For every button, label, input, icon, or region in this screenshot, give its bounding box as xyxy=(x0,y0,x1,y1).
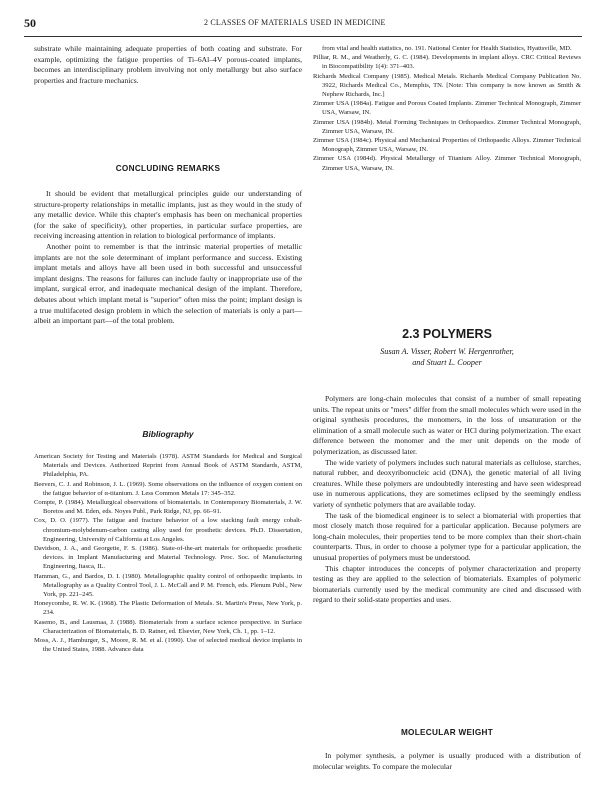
bibliography-heading: Bibliography xyxy=(142,429,194,439)
bibliography-entry: Cox, D. O. (1977). The fatigue and fracture behavior of a low stacking fault energy cobalt-chromium-molybdenum-carbon casting alloy used for prosthetic devices. Ph.D. Dissertation, Engineering, University of California at Los Angeles. xyxy=(34,517,302,543)
bibliography-entry: Zimmer USA (1984d). Physical Metallurgy of Titanium Alloy. Zimmer Technical Monograph, Zimmer USA, Warsaw, IN. xyxy=(313,155,581,172)
polymers-paragraph-1: Polymers are long-chain molecules that consist of a number of small repeating units. The repeat units or "mers" differ from the small molecules which were used in the original synthesis procedures, the monomers, in the loss of unsaturation or the elimination of a small molecule such as water or HCl during polymerization. The exact difference between the monomer and the mer unit depends on the mode of polymerization, as discussed later. xyxy=(313,394,581,456)
bibliography-entry: Kasemo, B., and Lausmaa, J. (1988). Biomaterials from a surface science perspective. in Surface Characterization of Biomaterials, B. D. Ratner, ed. Elsevier, New York, Ch. 1, pp. 1–12. xyxy=(34,618,302,635)
bibliography-entry: Hamman, G., and Bardos, D. I. (1980). Metallographic quality control of orthopaedic implants. in Metallography as a Quality Control Tool, J. L. McCall and P. M. French, eds. Plenum Publ., New York, pp. 221–245. xyxy=(34,572,302,599)
molecular-weight-body xyxy=(313,751,581,772)
bibliography-entry: Zimmer USA (1984a). Fatigue and Porous Coated Implants. Zimmer Technical Monograph, Zimmer USA, Warsaw, IN. xyxy=(313,100,581,117)
authors-line-2: and Stuart L. Cooper xyxy=(412,358,482,367)
concluding-paragraph-2: Another point to remember is that the intrinsic material properties of metallic implants are not the sole determinant of implant performance and success. Existing implant metals and alloys have all been used in both successful and unsuccessful implant designs. The reasons for failures can include faulty or inappropriate use of the implant, surgical error, and inadequate mechanical design of the implant. Therefore, debates about which implant metal is "superior" often miss the point; implant design is a true multifaceted design problem in which the selection of materials is only a part—albeit an important part—of the total problem. xyxy=(34,241,302,326)
concluding-paragraph-1: It should be evident that metallurgical principles guide our understanding of structure-property relationships in metallic implants, just as they would in the study of any metallic device. While this chapter's emphasis has been on mechanical properties (for the sake of specificity), other properties, in particular surface properties, are receiving increasing attention in relation to biological performance of implants. xyxy=(34,189,302,241)
bibliography-entry: Richards Medical Company (1985). Medical Metals. Richards Medical Company Publication No. 3922, Richards Medical Co., Memphis, TN. [Note: This company is now known as Smith & Nephew Richards, Inc.] xyxy=(313,72,581,99)
molecular-weight-section xyxy=(313,728,581,737)
bibliography-list xyxy=(34,452,302,654)
section-title: 2.3 POLYMERS xyxy=(402,327,492,341)
polymers-section-header xyxy=(313,327,581,368)
bibliography-entry: Zimmer USA (1984c). Physical and Mechanical Properties of Orthopaedic Alloys. Zimmer Technical Monograph, Zimmer USA, Warsaw, IN. xyxy=(313,137,581,154)
page-number: 50 xyxy=(24,16,36,30)
bibliography-entry: Beevers, C. J. and Robinson, J. L. (1969). Some observations on the influence of oxygen content on the fatigue behavior of α-titanium. J. Less Common Metals 17: 345–352. xyxy=(34,480,302,497)
running-title: 2 CLASSES OF MATERIALS USED IN MEDICINE xyxy=(204,18,386,27)
molecular-weight-paragraph: In polymer synthesis, a polymer is usually produced with a distribution of molecular weights. To compare the molecular xyxy=(313,751,581,771)
concluding-text xyxy=(34,189,302,327)
polymers-paragraph-4: This chapter introduces the concepts of polymer characterization and property testing as they are applied to the selection of biomaterials. Examples of polymeric biomaterials currently used by the medical community are cited and discussed with regard to their solid-state properties and uses. xyxy=(313,563,581,605)
bibliography-entry: Moss, A. J., Hamburger, S., Moore, R. M. et al. (1990). Use of selected medical device implants in the United States, 1988. Advance data xyxy=(34,637,302,654)
bibliography-entry: American Society for Testing and Materials (1978). ASTM Standards for Medical and Surgical Materials and Devices. Authorized Reprint from Annual Book of ASTM Standards, ASTM, Philadelphia, PA. xyxy=(34,453,302,479)
concluding-section xyxy=(34,164,302,173)
bibliography-entry: from vital and health statistics, no. 191. National Center for Health Statistics, Hyattsville, MD. xyxy=(322,45,572,52)
bibliography-entry: Zimmer USA (1984b). Metal Forming Techniques in Orthopaedics. Zimmer Technical Monograph, Zimmer USA, Warsaw, IN. xyxy=(313,118,581,135)
bibliography-entry: Honeycombe, R. W. K. (1968). The Plastic Deformation of Metals. St. Martin's Press, New York, p. 234. xyxy=(34,600,302,617)
polymers-paragraph-3: The task of the biomedical engineer is to select a biomaterial with properties that most closely match those required for a particular application. Because polymers are long-chain molecules, their properties tend to be more complex than their short-chain counterparts. Thus, in order to choose a polymer type for a particular application, the unusual properties of polymers must be understood. xyxy=(313,510,581,562)
bibliography-continued xyxy=(313,44,581,173)
concluding-heading: CONCLUDING REMARKS xyxy=(115,164,221,173)
intro-paragraph-block xyxy=(34,44,302,86)
polymers-paragraph-2: The wide variety of polymers includes such natural materials as cellulose, starches, natural rubber, and deoxyribonucleic acid (DNA), the genetic material of all living creatures. While these polymers are undoubtedly interesting and have seen widespread use in numerous applications, they are sometimes eclipsed by the seemingly endless variety of synthetic polymers that are available today. xyxy=(313,457,581,509)
bibliography-entry: Davidson, J. A., and Georgette, F. S. (1986). State-of-the-art materials for orthopaedic prosthetic devices. in Implant Manufacturing and Material Technology. Proc. Soc. of Manufacturing Engineering, Itasca, IL. xyxy=(34,545,302,571)
polymers-body xyxy=(313,394,581,606)
running-header xyxy=(24,16,582,37)
molecular-weight-heading: MOLECULAR WEIGHT xyxy=(400,728,494,737)
authors-line-1: Susan A. Visser, Robert W. Hergenrother, xyxy=(380,347,514,356)
bibliography-entry: Compte, P. (1984). Metallurgical observations of biomaterials. in Contemporary Biomaterials, J. W. Boretos and M. Eden, eds. Noyes Publ., Park Ridge, NJ, pp. 66–91. xyxy=(34,499,302,516)
intro-paragraph: substrate while maintaining adequate properties of both coating and substrate. For example, optimizing the fatigue properties of Ti–6Al–4V porous-coated implants, becomes an interdisciplinary problem involving not only metallurgy but also surface properties and fracture mechanics. xyxy=(34,44,302,85)
bibliography-section xyxy=(34,429,302,439)
bibliography-entry: Pilliar, R. M., and Weatherly, G. C. (1984). Developments in implant alloys. CRC Critical Reviews in Biocompatibility 1(4): 371–403. xyxy=(313,54,581,71)
